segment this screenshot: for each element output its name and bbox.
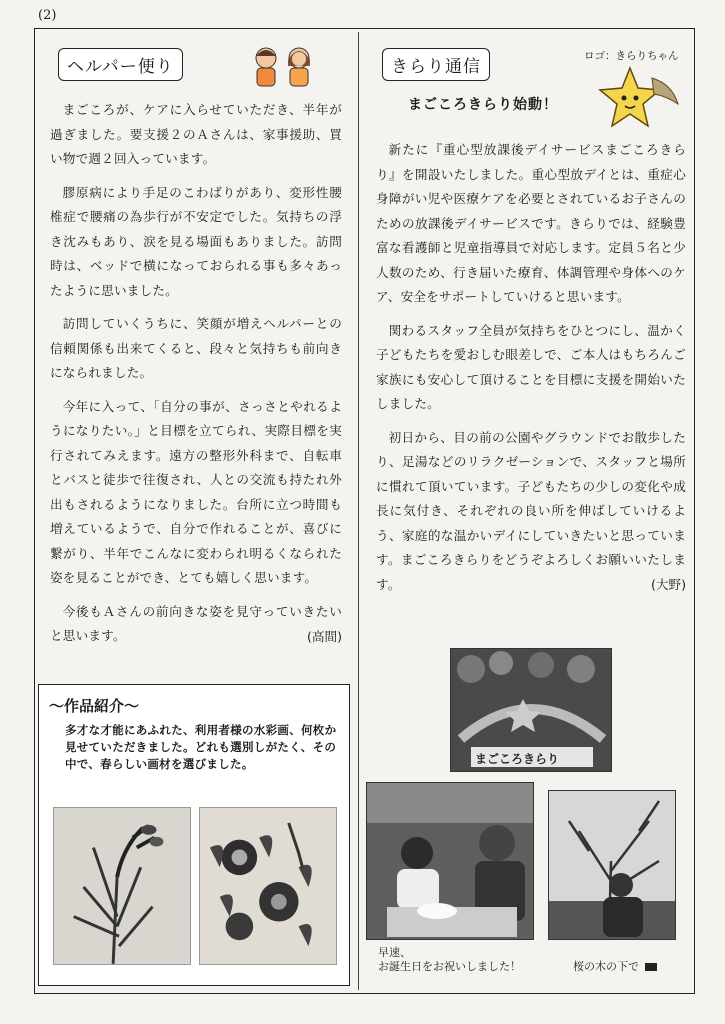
- kirari-paragraph: 初日から、目の前の公園やグラウンドでお散歩したり、足湯などのリラクゼーションで、スタッフと場所に慣れて頂いています。子どもたちの少しの変化や成長に気付き、それぞれの良い所を伸ばしていけるよう、家庭的な温かいデイにしていきたいと思っています。まごころきらりをどうぞよろしくお願いいたします。: [376, 429, 686, 592]
- logo-label: ロゴ：きらりちゃん: [584, 50, 679, 62]
- helper-mascots-icon: [244, 44, 322, 92]
- kirari-subtitle: まごころきらり始動！: [408, 97, 558, 113]
- works-section: [38, 684, 350, 986]
- helper-section: [46, 40, 346, 649]
- kirari-body: [370, 138, 688, 597]
- camellia-painting: [199, 807, 337, 965]
- page-number: (2): [38, 8, 57, 23]
- kirari-author: (大野): [650, 577, 686, 592]
- helper-heading: ヘルパー便り: [58, 48, 183, 81]
- kirari-heading: きらり通信: [382, 48, 490, 81]
- caption-sakura-text: 桜の木の下で: [573, 960, 639, 973]
- envelope-icon: [645, 963, 657, 971]
- sakura-photo: [548, 790, 676, 940]
- iris-painting: [53, 807, 191, 965]
- kirari-star-logo-icon: [592, 64, 682, 132]
- kirari-paragraph: 関わるスタッフ全員が気持ちをひとつにし、温かく子どもたちを愛おしむ眼差しで、ご本人はもちろんご家族にも安心して頂けることを目標に支援を開始いたしました。: [376, 322, 686, 411]
- helper-header: [46, 40, 346, 86]
- birthday-photo: [366, 782, 534, 940]
- works-description: 多才な才能にあふれた、利用者様の水彩画、何枚か見せていただきました。どれも選別しがたく、その中で、春らしい画材を選びました。: [65, 723, 337, 771]
- helper-author: (高間): [306, 628, 342, 644]
- kirari-paragraph: 新たに『重心型放課後デイサービスまごころきらり』を開設いたしました。重心型放デイとは、重症心身障がい児や医療ケアを必要とされているお子さんのための放課後デイサービスです。きらりでは、経験豊富な看護師と児童指導員で対応します。定員５名と少人数のため、行き届いた療育、体調管理や身体へのケア、安全をサポートしていけると思います。: [376, 142, 686, 304]
- kirari-sign-photo: [450, 648, 612, 772]
- column-divider: [358, 32, 359, 990]
- caption-birthday: 早速、 お誕生日をお祝いしました！: [378, 946, 521, 973]
- kirari-header: [370, 40, 688, 86]
- caption-sakura: [573, 960, 657, 974]
- helper-paragraph: まごころが、ケアに入らせていただき、半年が過ぎました。要支援２のＡさんは、家事援助、買い物で週２回入っています。: [50, 102, 342, 166]
- kirari-section: [370, 40, 688, 597]
- works-title: 〜作品紹介〜: [49, 697, 140, 715]
- helper-paragraph: 訪問していくうちに、笑顔が増えヘルパーとの信頼関係も出来てくると、段々と気持ちも前向きになられました。: [50, 316, 342, 380]
- helper-paragraph: 膠原病により手足のこわばりがあり、変形性腰椎症で腰痛の為歩行が不安定でした。気持ちの浮き沈みもあり、涙を見る場面もありました。訪問時は、ベッドで横になっておられる事も多々あったように思いました。: [50, 184, 342, 298]
- helper-body: [46, 98, 346, 649]
- helper-paragraph: 今年に入って、「自分の事が、さっさとやれるようになりたい。」と目標を立てられ、実際目標を実行されてみえます。遠方の整形外科まで、自転車とバスと徒歩で往復され、人との交流も持たれ外出もされるようになりました。台所に立つ時間も増えているようで、自分で作れることが、喜びに繋がり、半年でこんなに変わられ明るくなられた姿を見ることができ、とても嬉しく思います。: [50, 398, 342, 585]
- helper-paragraph: 今後もＡさんの前向きな姿を見守っていきたいと思います。: [50, 603, 342, 643]
- photo-sign-text: まごころきらり: [475, 752, 560, 766]
